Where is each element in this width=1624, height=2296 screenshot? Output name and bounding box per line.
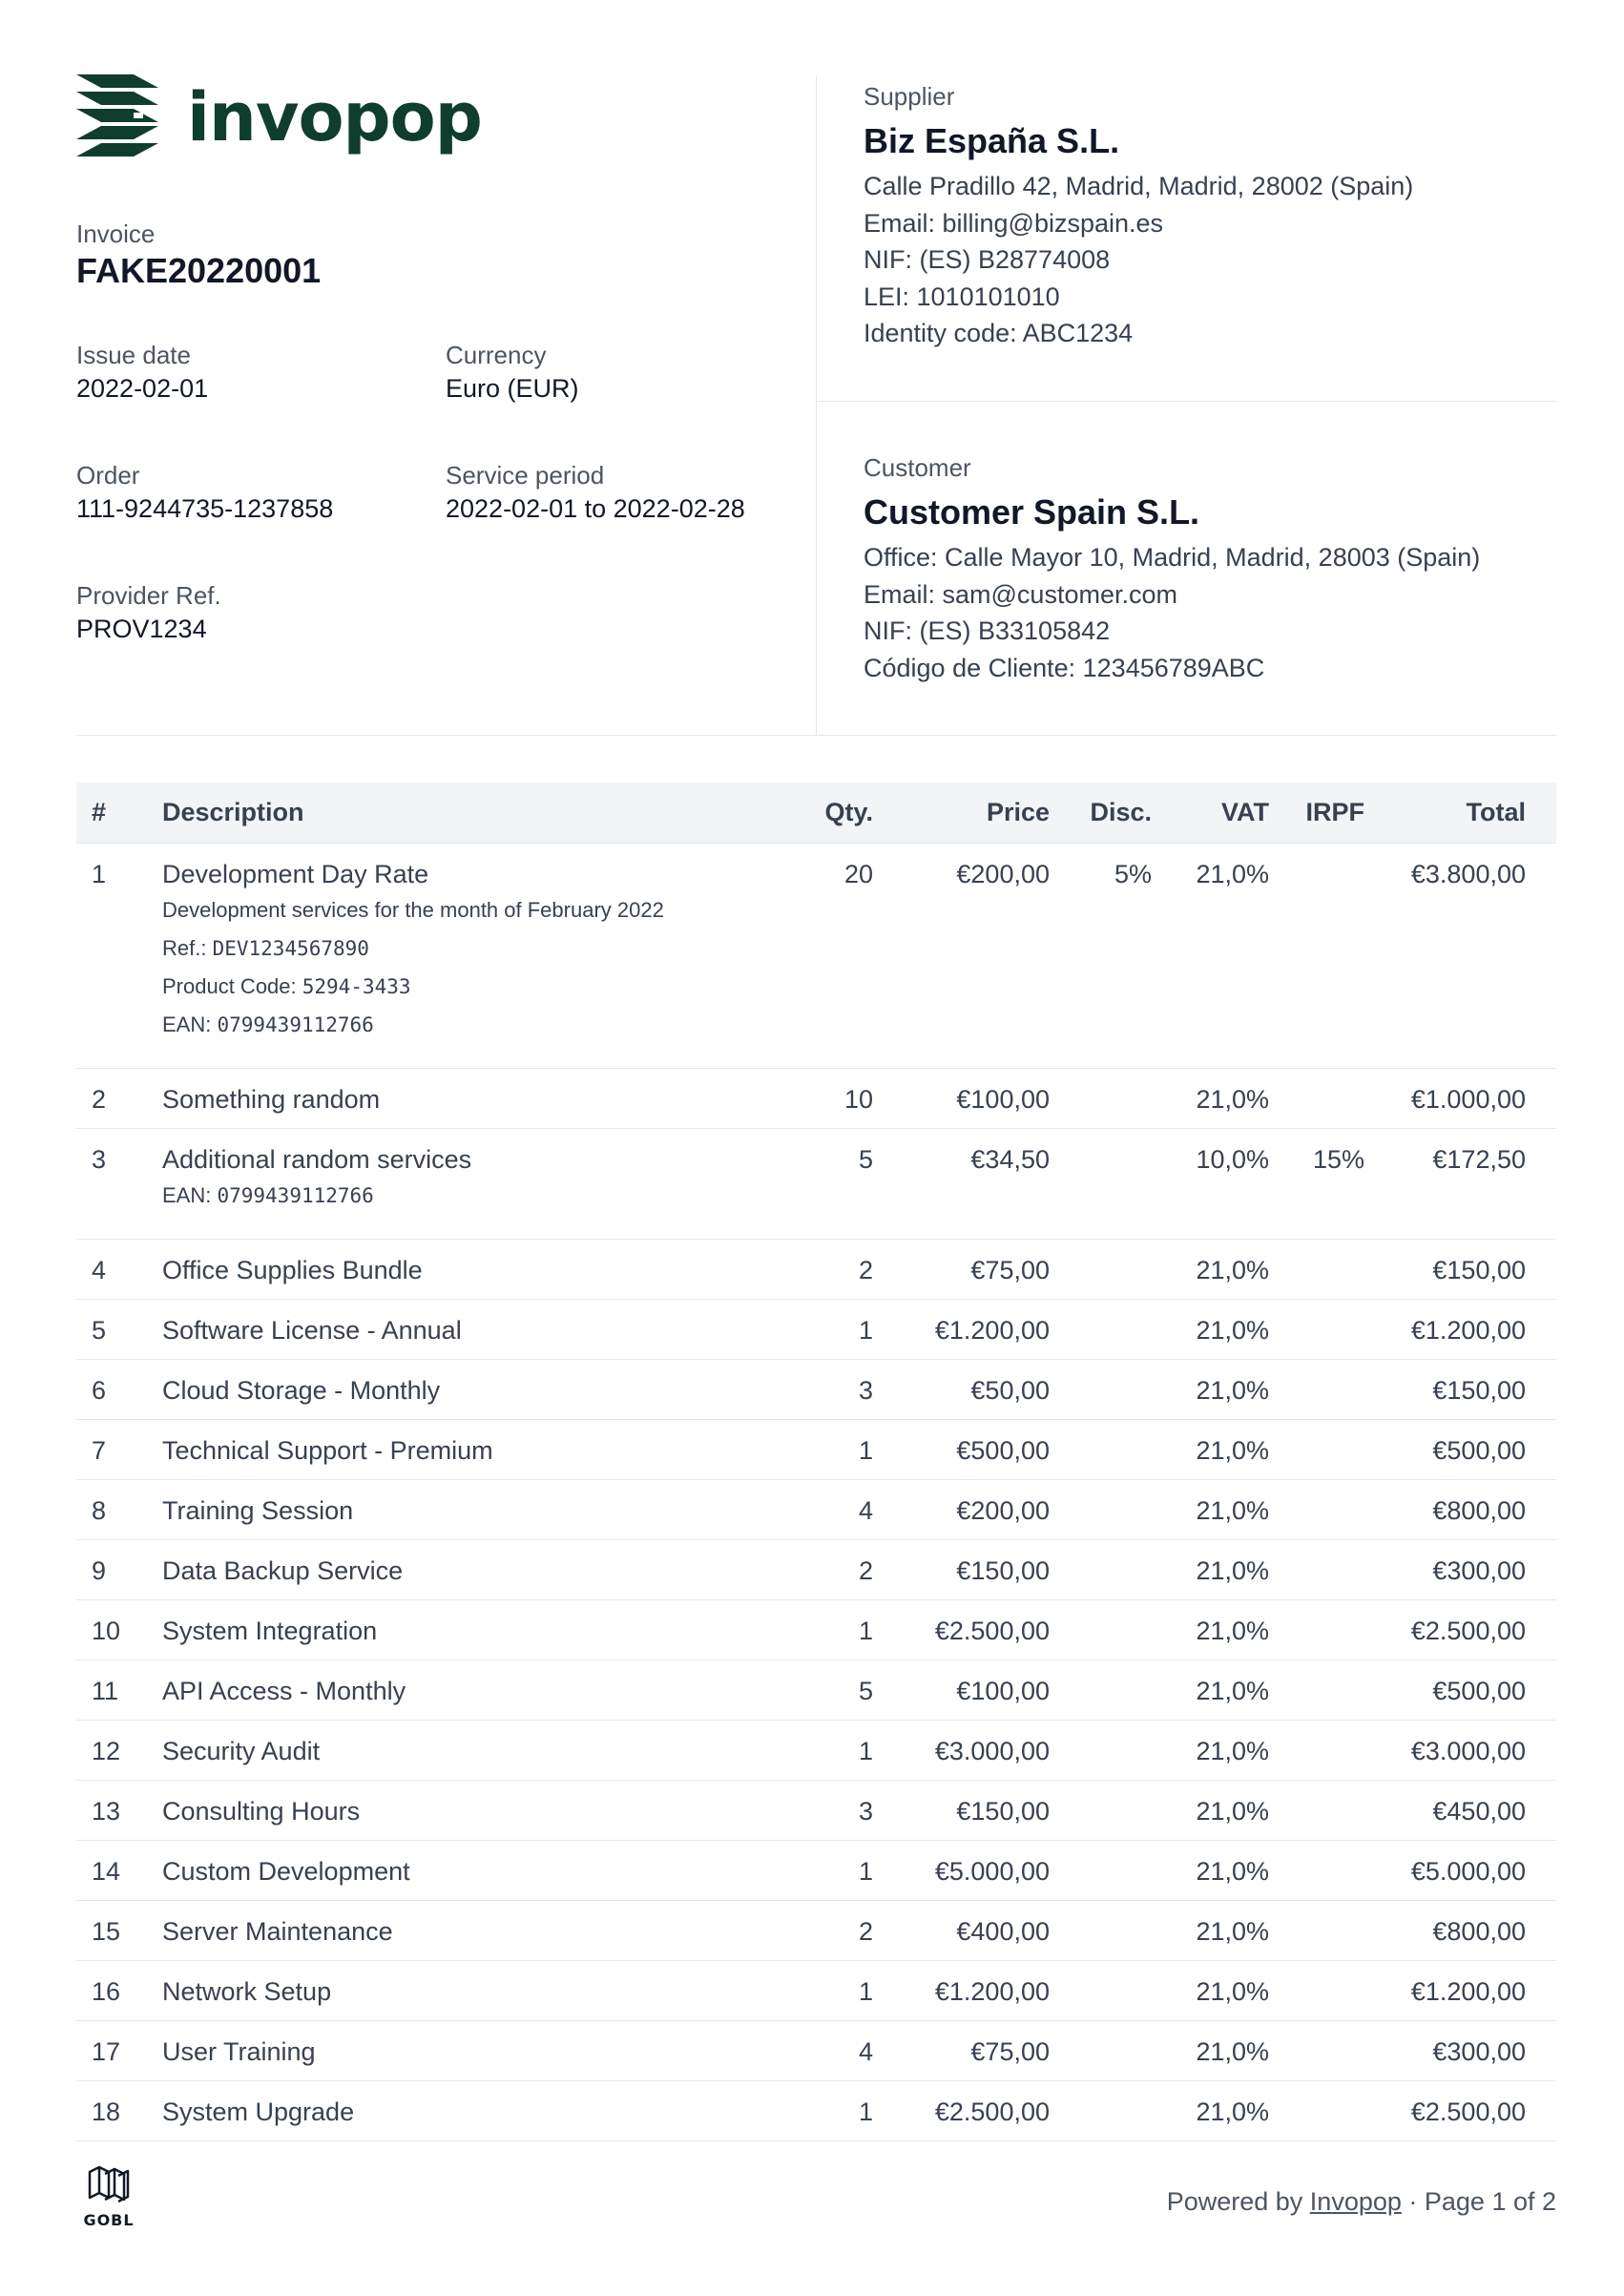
row-total: €150,00: [1432, 1256, 1526, 1284]
row-total: €3.800,00: [1410, 860, 1526, 888]
row-qty: 1: [858, 1617, 873, 1645]
row-number: 7: [92, 1436, 107, 1465]
row-total: €300,00: [1432, 2037, 1526, 2066]
row-irpf: [1269, 1914, 1364, 1960]
header-vertical-divider: [816, 76, 817, 735]
row-total: €172,50: [1432, 1145, 1526, 1174]
item-description: Cloud Storage - Monthly: [162, 1376, 441, 1405]
customer-code: Código de Cliente: 123456789ABC: [864, 653, 1265, 682]
row-vat: 21,0%: [1196, 2098, 1269, 2126]
row-description: [162, 1142, 725, 1239]
item-description: Server Maintenance: [162, 1917, 393, 1946]
row-vat: 21,0%: [1196, 1977, 1269, 2006]
row-total: €2.500,00: [1410, 1617, 1526, 1645]
row-discount: [1050, 1082, 1152, 1128]
table-row: [76, 1360, 1556, 1420]
row-discount: [1050, 1253, 1152, 1299]
row-number: 2: [92, 1085, 107, 1114]
row-price: €400,00: [956, 1917, 1050, 1946]
row-irpf: [1269, 1614, 1364, 1659]
row-number: 18: [92, 2098, 121, 2126]
invopop-logo: [76, 74, 482, 160]
row-price: €50,00: [970, 1376, 1050, 1405]
row-irpf: [1269, 1854, 1364, 1900]
row-discount: [1050, 1614, 1152, 1659]
provider-ref-value: PROV1234: [76, 615, 207, 643]
row-discount: [1050, 1373, 1152, 1419]
row-vat: 21,0%: [1196, 1085, 1269, 1114]
item-description: Custom Development: [162, 1857, 410, 1886]
row-price: €500,00: [956, 1436, 1050, 1465]
row-discount: [1050, 1794, 1152, 1840]
row-total: €1.200,00: [1410, 1316, 1526, 1345]
row-qty: 5: [858, 1677, 873, 1705]
row-number: 17: [92, 2037, 121, 2066]
row-description: [162, 1373, 725, 1419]
item-description: Data Backup Service: [162, 1556, 404, 1585]
issue-date-label: Issue date: [76, 341, 191, 369]
row-price: €75,00: [970, 1256, 1050, 1284]
row-description: [162, 2095, 725, 2140]
invoice-header: [76, 218, 321, 292]
row-price: €100,00: [956, 1677, 1050, 1705]
table-row: [76, 1540, 1556, 1600]
issue-date-value: 2022-02-01: [76, 374, 209, 403]
row-number: 15: [92, 1917, 121, 1946]
row-price: €75,00: [970, 2037, 1050, 2066]
item-description: Consulting Hours: [162, 1797, 361, 1826]
row-description: [162, 1854, 725, 1900]
order-value: 111-9244735-1237858: [76, 494, 334, 523]
invopop-link[interactable]: Invopop: [1309, 2187, 1402, 2216]
table-row: [76, 1961, 1556, 2021]
row-price: €2.500,00: [934, 1617, 1050, 1645]
customer-address: Office: Calle Mayor 10, Madrid, Madrid, 28003 (Spain): [864, 543, 1481, 572]
row-vat: 21,0%: [1196, 1797, 1269, 1826]
row-irpf: 15%: [1312, 1145, 1364, 1174]
currency-field: [446, 339, 579, 406]
supplier-email: Email: billing@bizspain.es: [864, 208, 1164, 238]
row-description: [162, 1493, 725, 1539]
item-detail-code: 5294-3433: [302, 975, 411, 998]
row-vat: 21,0%: [1196, 1256, 1269, 1284]
service-period-field: [446, 459, 745, 526]
row-vat: 21,0%: [1196, 1436, 1269, 1465]
row-irpf: [1269, 1313, 1364, 1359]
row-irpf: [1269, 1674, 1364, 1720]
row-number: 13: [92, 1797, 121, 1826]
table-row: [76, 1480, 1556, 1540]
row-vat: 21,0%: [1196, 1496, 1269, 1525]
row-price: €2.500,00: [934, 2098, 1050, 2126]
table-row: [76, 2021, 1556, 2081]
row-total: €2.500,00: [1410, 2098, 1526, 2126]
row-qty: 1: [858, 1436, 873, 1465]
table-row: [76, 1129, 1556, 1240]
row-description: [162, 1914, 725, 1960]
row-irpf: [1269, 1433, 1364, 1479]
item-description: Network Setup: [162, 1977, 332, 2006]
row-qty: 2: [858, 1556, 873, 1585]
row-number: 6: [92, 1376, 107, 1405]
powered-by-text: Powered by: [1166, 2187, 1310, 2216]
row-number: 3: [92, 1145, 107, 1174]
customer-nif: NIF: (ES) B33105842: [864, 616, 1111, 646]
row-total: €1.000,00: [1410, 1085, 1526, 1114]
invoice-label: Invoice: [76, 219, 156, 248]
item-description: System Upgrade: [162, 2098, 355, 2126]
row-irpf: [1269, 1082, 1364, 1128]
table-row: [76, 844, 1556, 1069]
row-description: [162, 1433, 725, 1479]
row-price: €1.200,00: [934, 1977, 1050, 2006]
row-qty: 1: [858, 1857, 873, 1886]
gobl-icon: [84, 2164, 134, 2206]
row-qty: 3: [858, 1376, 873, 1405]
row-total: €300,00: [1432, 1556, 1526, 1585]
item-description: Office Supplies Bundle: [162, 1256, 423, 1284]
row-price: €200,00: [956, 860, 1050, 888]
item-detail: [162, 968, 725, 1006]
row-vat: 10,0%: [1196, 1145, 1269, 1174]
row-irpf: [1269, 857, 1364, 1068]
table-row: [76, 1069, 1556, 1129]
item-detail-label: Product Code:: [162, 974, 302, 998]
row-vat: 21,0%: [1196, 1556, 1269, 1585]
row-discount: [1050, 1433, 1152, 1479]
item-description: Development Day Rate: [162, 860, 429, 888]
row-vat: 21,0%: [1196, 1677, 1269, 1705]
row-price: €150,00: [956, 1797, 1050, 1826]
row-qty: 4: [858, 2037, 873, 2066]
supplier-name: Biz España S.L.: [864, 121, 1120, 160]
item-description: System Integration: [162, 1617, 378, 1645]
row-description: [162, 1554, 725, 1599]
row-irpf: [1269, 1794, 1364, 1840]
row-total: €500,00: [1432, 1436, 1526, 1465]
row-irpf: [1269, 1974, 1364, 2020]
item-description: API Access - Monthly: [162, 1677, 406, 1705]
row-discount: [1050, 1914, 1152, 1960]
row-price: €1.200,00: [934, 1316, 1050, 1345]
header-num: #: [92, 798, 107, 826]
row-irpf: [1269, 2035, 1364, 2080]
table-body: [76, 844, 1556, 2141]
row-qty: 5: [858, 1145, 873, 1174]
row-vat: 21,0%: [1196, 1917, 1269, 1946]
supplier-lei: LEI: 1010101010: [864, 282, 1060, 311]
invopop-logo-icon: [76, 74, 158, 160]
row-description: [162, 1974, 725, 2020]
row-discount: 5%: [1114, 860, 1152, 888]
supplier-identity-code: Identity code: ABC1234: [864, 319, 1134, 348]
row-qty: 1: [858, 1977, 873, 2006]
row-discount: [1050, 1734, 1152, 1780]
row-discount: [1050, 1854, 1152, 1900]
item-detail-label: EAN:: [162, 1012, 218, 1036]
row-total: €150,00: [1432, 1376, 1526, 1405]
service-period-label: Service period: [446, 461, 605, 490]
line-items-table: [76, 783, 1556, 2141]
row-price: €100,00: [956, 1085, 1050, 1114]
row-vat: 21,0%: [1196, 1857, 1269, 1886]
row-vat: 21,0%: [1196, 1316, 1269, 1345]
customer-name: Customer Spain S.L.: [864, 492, 1200, 532]
table-row: [76, 1721, 1556, 1781]
row-qty: 2: [858, 1917, 873, 1946]
supplier-block: [864, 80, 1413, 352]
row-irpf: [1269, 1734, 1364, 1780]
row-number: 1: [92, 860, 107, 888]
table-row: [76, 1600, 1556, 1660]
row-description: [162, 1734, 725, 1780]
row-vat: 21,0%: [1196, 1737, 1269, 1765]
item-detail: [162, 1177, 725, 1215]
table-row: [76, 2081, 1556, 2141]
row-number: 12: [92, 1737, 121, 1765]
row-irpf: [1269, 1373, 1364, 1419]
row-qty: 4: [858, 1496, 873, 1525]
header-qty: Qty.: [824, 798, 873, 826]
issue-date-field: [76, 339, 208, 406]
provider-ref-field: [76, 579, 221, 646]
row-number: 8: [92, 1496, 107, 1525]
row-total: €500,00: [1432, 1677, 1526, 1705]
row-vat: 21,0%: [1196, 2037, 1269, 2066]
row-number: 10: [92, 1617, 121, 1645]
order-label: Order: [76, 461, 140, 490]
row-discount: [1050, 1313, 1152, 1359]
item-description: User Training: [162, 2037, 316, 2066]
header-vat: VAT: [1221, 798, 1269, 826]
item-detail-label: Ref.:: [162, 936, 213, 960]
header-total: Total: [1466, 798, 1526, 826]
item-description: Software License - Annual: [162, 1316, 462, 1345]
supplier-label: Supplier: [864, 82, 955, 111]
row-price: €150,00: [956, 1556, 1050, 1585]
row-discount: [1050, 1493, 1152, 1539]
gobl-logo: [80, 2164, 137, 2229]
item-detail-label: Development services for the month of February 2022: [162, 898, 664, 922]
row-description: [162, 1614, 725, 1659]
row-qty: 1: [858, 1737, 873, 1765]
item-detail: [162, 929, 725, 968]
table-row: [76, 1901, 1556, 1961]
invopop-wordmark: invopop: [187, 78, 482, 157]
item-description: Security Audit: [162, 1737, 321, 1765]
item-description: Technical Support - Premium: [162, 1436, 493, 1465]
row-description: [162, 1253, 725, 1299]
table-row: [76, 1420, 1556, 1480]
item-detail-label: EAN:: [162, 1183, 218, 1207]
item-description: Training Session: [162, 1496, 354, 1525]
row-total: €3.000,00: [1410, 1737, 1526, 1765]
table-row: [76, 1300, 1556, 1360]
table-row: [76, 1841, 1556, 1901]
item-detail-code: DEV1234567890: [212, 937, 369, 960]
row-irpf: [1269, 1493, 1364, 1539]
row-irpf: [1269, 2095, 1364, 2140]
currency-value: Euro (EUR): [446, 374, 579, 403]
row-total: €450,00: [1432, 1797, 1526, 1826]
header-disc: Disc.: [1090, 798, 1152, 826]
supplier-nif: NIF: (ES) B28774008: [864, 245, 1111, 275]
row-total: €5.000,00: [1410, 1857, 1526, 1886]
row-number: 16: [92, 1977, 121, 2006]
row-number: 14: [92, 1857, 121, 1886]
row-total: €800,00: [1432, 1496, 1526, 1525]
row-qty: 20: [843, 860, 873, 888]
table-header: [76, 783, 1556, 844]
customer-block: [864, 451, 1480, 686]
row-qty: 1: [858, 2098, 873, 2126]
provider-ref-label: Provider Ref.: [76, 581, 221, 610]
row-total: €800,00: [1432, 1917, 1526, 1946]
currency-label: Currency: [446, 341, 547, 369]
row-discount: [1050, 2095, 1152, 2140]
customer-label: Customer: [864, 453, 971, 482]
item-detail: [162, 1006, 725, 1044]
row-description: [162, 2035, 725, 2080]
page-indicator: · Page 1 of 2: [1401, 2187, 1556, 2216]
row-vat: 21,0%: [1196, 1376, 1269, 1405]
invoice-number: FAKE20220001: [76, 251, 322, 290]
row-qty: 3: [858, 1797, 873, 1826]
table-row: [76, 1240, 1556, 1300]
item-detail: [162, 891, 725, 929]
row-number: 5: [92, 1316, 107, 1345]
row-description: [162, 1313, 725, 1359]
row-qty: 2: [858, 1256, 873, 1284]
customer-email: Email: sam@customer.com: [864, 579, 1177, 609]
gobl-label: GOBL: [83, 2211, 135, 2229]
row-price: €34,50: [970, 1145, 1050, 1174]
item-detail-code: 0799439112766: [217, 1013, 374, 1036]
header-irpf: IRPF: [1305, 798, 1364, 826]
item-description: Additional random services: [162, 1145, 472, 1174]
row-vat: 21,0%: [1196, 860, 1269, 888]
row-vat: 21,0%: [1196, 1617, 1269, 1645]
order-field: [76, 459, 333, 526]
row-total: €1.200,00: [1410, 1977, 1526, 2006]
item-detail-code: 0799439112766: [217, 1184, 374, 1207]
table-row: [76, 1781, 1556, 1841]
service-period-value: 2022-02-01 to 2022-02-28: [446, 494, 745, 523]
table-row: [76, 1660, 1556, 1721]
row-number: 9: [92, 1556, 107, 1585]
row-description: [162, 1082, 725, 1128]
row-qty: 1: [858, 1316, 873, 1345]
supplier-address: Calle Pradillo 42, Madrid, Madrid, 28002 (Spain): [864, 172, 1414, 200]
row-number: 4: [92, 1256, 107, 1284]
item-description: Something random: [162, 1085, 381, 1114]
row-price: €200,00: [956, 1496, 1050, 1525]
row-description: [162, 857, 725, 1068]
row-price: €3.000,00: [934, 1737, 1050, 1765]
footer-powered-by: [1167, 2187, 1556, 2217]
header-description: Description: [162, 798, 304, 826]
row-discount: [1050, 1974, 1152, 2020]
row-discount: [1050, 1554, 1152, 1599]
row-number: 11: [92, 1677, 119, 1705]
party-divider: [817, 401, 1556, 402]
row-price: €5.000,00: [934, 1857, 1050, 1886]
row-description: [162, 1674, 725, 1720]
row-discount: [1050, 1142, 1152, 1239]
row-discount: [1050, 2035, 1152, 2080]
header-divider: [76, 735, 1556, 736]
row-qty: 10: [843, 1085, 873, 1114]
row-irpf: [1269, 1253, 1364, 1299]
row-discount: [1050, 1674, 1152, 1720]
header-price: Price: [986, 798, 1050, 826]
row-description: [162, 1794, 725, 1840]
row-irpf: [1269, 1554, 1364, 1599]
